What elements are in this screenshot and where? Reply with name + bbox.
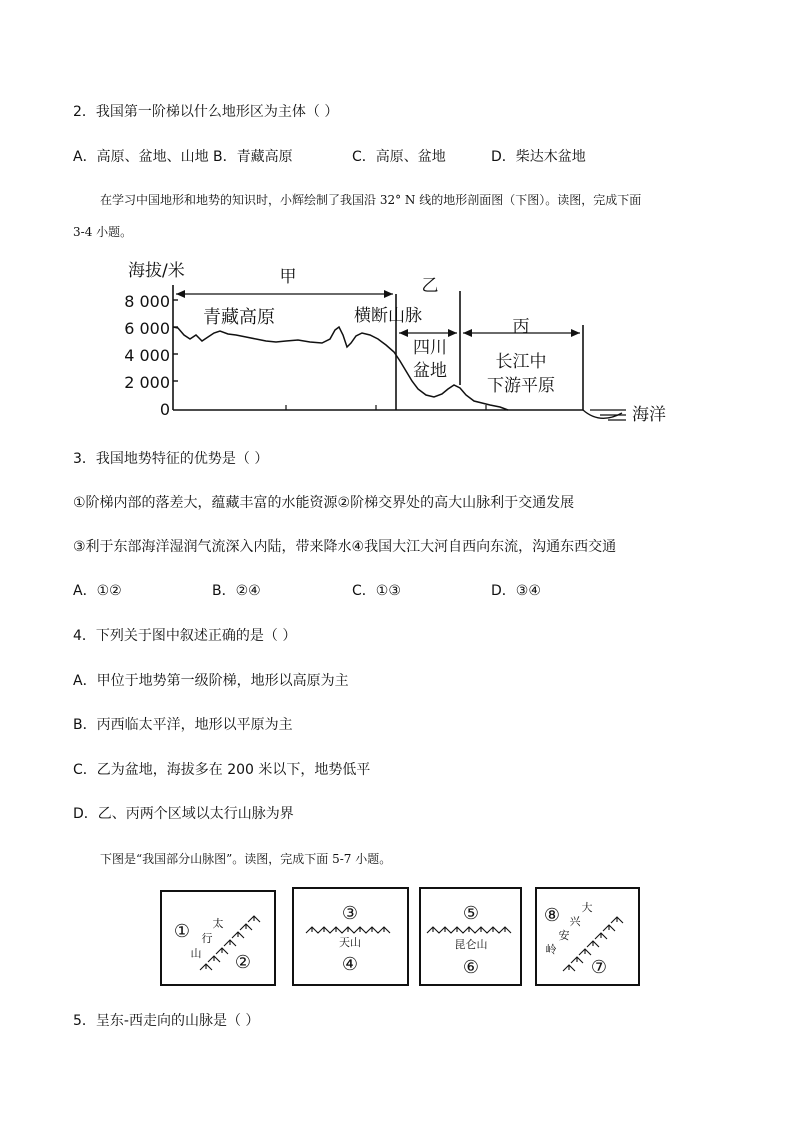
q2-option-a-b: A．高原、盆地、山地 B．青藏高原: [73, 149, 293, 165]
terrain-profile-line: [173, 327, 508, 410]
tick-8000: 8 000: [124, 292, 170, 311]
q3-statement-1-2: ①阶梯内部的落差大，蕴藏丰富的水能资源②阶梯交界处的高大山脉利于交通发展: [73, 495, 575, 511]
marker-7: ⑦: [590, 957, 608, 978]
terrain-profile-figure: [110, 255, 690, 430]
intro-3-4-line1: 在学习中国地形和地势的知识时，小辉绘制了我国沿 32° N 线的地形剖面图（下图）。读图，完成下面: [100, 193, 642, 207]
mountain-range-symbol-icon: [306, 927, 390, 933]
q4-option-b: B．丙西临太平洋，地形以平原为主: [73, 717, 293, 733]
taihang-char-1: 太: [212, 917, 224, 930]
q3-option-c: C．①③: [352, 583, 401, 599]
daxinganling-char-3: 安: [558, 929, 570, 942]
label-qingzang-plateau: 青藏高原: [203, 307, 275, 328]
daxinganling-char-4: 岭: [545, 943, 557, 956]
q3-statement-3-4: ③利于东部海洋湿润气流深入内陆，带来降水④我国大江大河自西向东流，沟通东西交通: [73, 539, 617, 555]
q3-option-b: B．②④: [212, 583, 261, 599]
daxinganling-char-1: 大: [581, 901, 593, 914]
label-ocean: 海洋: [632, 405, 666, 425]
label-sichuan-1: 四川: [413, 338, 447, 358]
marker-5: ⑤: [462, 903, 480, 924]
marker-8: ⑧: [543, 905, 561, 926]
daxinganling-char-2: 兴: [569, 915, 581, 928]
tianshan-name: 天山: [339, 936, 361, 949]
q3-option-d: D．③④: [491, 583, 541, 599]
marker-3: ③: [341, 903, 359, 924]
q2-stem: 2．我国第一阶梯以什么地形区为主体（ ）: [73, 104, 339, 120]
q4-stem: 4．下列关于图中叙述正确的是（ ）: [73, 628, 297, 644]
mountain-box-taihang: [160, 890, 276, 986]
label-yi: 乙: [421, 276, 439, 296]
label-sichuan-2: 盆地: [413, 361, 447, 381]
taihang-char-2: 行: [201, 932, 213, 945]
tick-2000: 2 000: [124, 373, 170, 392]
label-bing: 丙: [512, 317, 530, 337]
tick-6000: 6 000: [124, 319, 170, 338]
tick-4000: 4 000: [124, 346, 170, 365]
ocean-wave-icon: [583, 410, 626, 420]
q4-option-c: C．乙为盆地，海拔多在 200 米以下，地势低平: [73, 762, 371, 778]
mountain-box-daxinganling: [535, 887, 640, 986]
marker-1: ①: [173, 921, 191, 942]
marker-4: ④: [341, 954, 359, 975]
label-hengduan-mountains: 横断山脉: [354, 306, 422, 326]
q4-option-d: D．乙、丙两个区域以太行山脉为界: [73, 806, 294, 822]
mountain-range-symbol-icon: [427, 927, 511, 933]
q4-option-a: A．甲位于地势第一级阶梯，地形以高原为主: [73, 673, 349, 689]
y-axis-title: 海拔/米: [128, 261, 185, 281]
marker-2: ②: [234, 952, 252, 973]
label-changjiang-1: 长江中: [495, 352, 547, 372]
label-changjiang-2: 下游平原: [487, 376, 555, 396]
mountain-box-tianshan: [292, 887, 409, 986]
taihang-char-3: 山: [190, 947, 202, 960]
mountain-box-kunlun: [419, 887, 522, 986]
intro-5-7: 下图是“我国部分山脉图”。读图，完成下面 5-7 小题。: [100, 852, 392, 866]
label-jia: 甲: [279, 267, 297, 287]
q3-option-a: A．①②: [73, 583, 122, 599]
q2-option-c: C．高原、盆地: [352, 149, 446, 165]
tick-0: 0: [159, 400, 170, 419]
marker-6: ⑥: [462, 957, 480, 978]
q3-stem: 3．我国地势特征的优势是（ ）: [73, 451, 269, 467]
q5-stem: 5．呈东-西走向的山脉是（ ）: [73, 1013, 260, 1029]
intro-3-4-line2: 3-4 小题。: [73, 225, 133, 239]
kunlun-name: 昆仑山: [454, 938, 488, 951]
q2-option-d: D．柴达木盆地: [491, 149, 586, 165]
